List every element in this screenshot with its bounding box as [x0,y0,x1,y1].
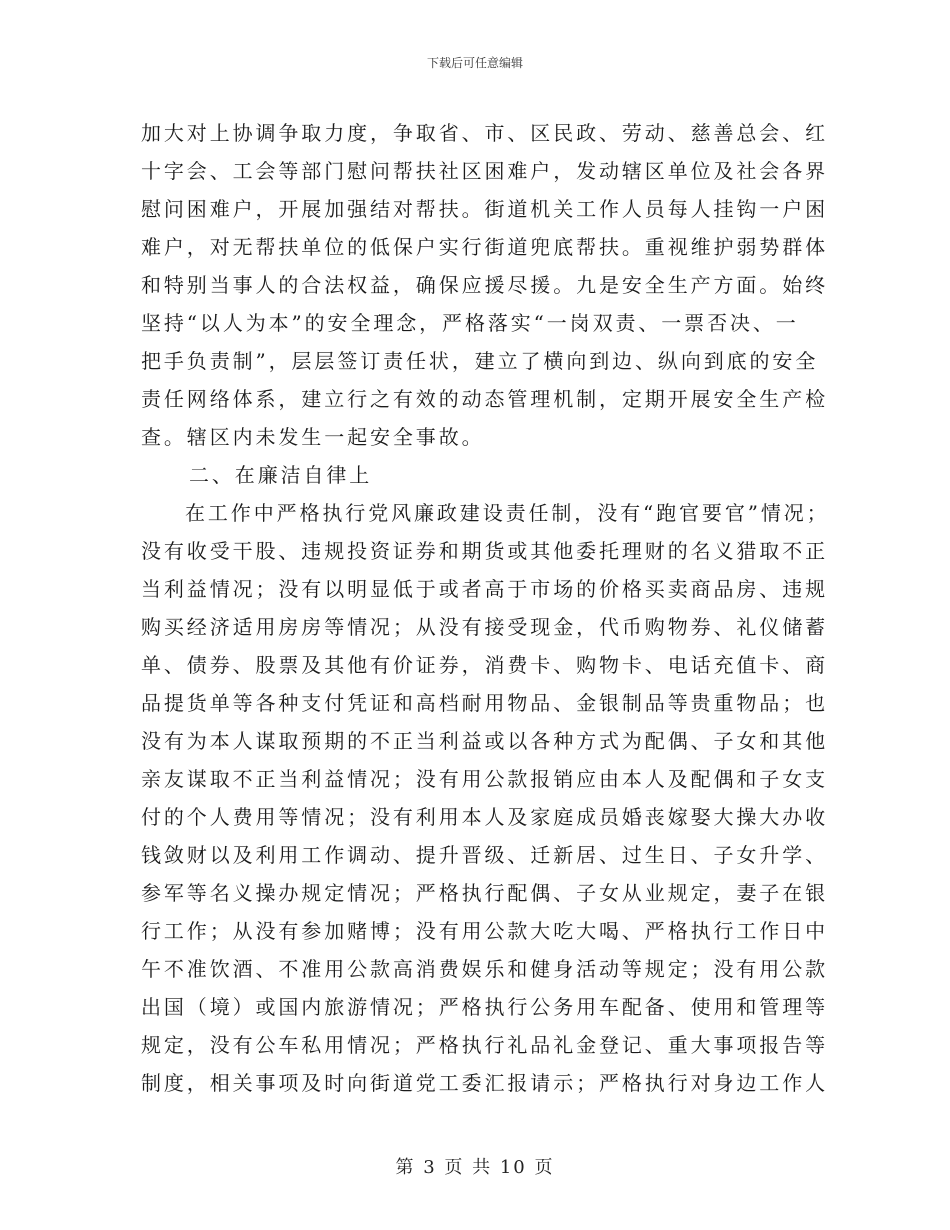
page-footer: 第 3 页 共 10 页 [395,1157,555,1178]
text-line: 难户，对无帮扶单位的低保户实行街道兜底帮扶。重视维护弱势群体 [141,235,828,259]
text-line: 坚持“以人为本”的安全理念，严格落实“一岗双责、一票否决、一 [141,311,799,335]
text-line: 规定，没有公车私用情况；严格执行礼品礼金登记、重大事项报告等 [141,1033,828,1057]
text-line: 没有为本人谋取预期的不正当利益或以各种方式为配偶、子女和其他 [141,729,828,753]
text-line: 午不准饮酒、不准用公款高消费娱乐和健身活动等规定；没有用公款 [141,957,828,981]
paragraph-first-line: 在工作中严格执行党风廉政建设责任制，没有“跑官要官”情况； [185,501,830,525]
text-line: 慰问困难户，开展加强结对帮扶。街道机关工作人员每人挂钩一户困 [141,197,828,221]
text-line: 十字会、工会等部门慰问帮扶社区困难户，发动辖区单位及社会各界 [141,159,828,183]
text-line: 行工作；从没有参加赌博；没有用公款大吃大喝、严格执行工作日中 [141,919,828,943]
text-line: 责任网络体系，建立行之有效的动态管理机制，定期开展安全生产检 [141,387,828,411]
text-line: 把手负责制”，层层签订责任状，建立了横向到边、纵向到底的安全 [141,349,819,373]
text-line: 钱敛财以及利用工作调动、提升晋级、迁新居、过生日、子女升学、 [141,843,828,867]
text-line: 没有收受干股、违规投资证券和期货或其他委托理财的名义猎取不正 [141,539,828,563]
text-line: 制度，相关事项及时向街道党工委汇报请示；严格执行对身边工作人 [141,1071,828,1095]
text-line: 当利益情况；没有以明显低于或者高于市场的价格买卖商品房、违规 [141,577,828,601]
document-body [141,114,830,1102]
section-heading: 二、在廉洁自律上 [189,463,373,487]
text-line: 参军等名义操办规定情况；严格执行配偶、子女从业规定，妻子在银 [141,881,828,905]
text-line: 品提货单等各种支付凭证和高档耐用物品、金银制品等贵重物品；也 [141,691,828,715]
page-header: 下载后可任意编辑 [426,56,523,70]
text-line: 加大对上协调争取力度，争取省、市、区民政、劳动、慈善总会、红 [141,121,828,145]
text-line: 购买经济适用房房等情况；从没有接受现金，代币购物券、礼仪储蓄 [141,615,828,639]
text-line: 单、债券、股票及其他有价证券，消费卡、购物卡、电话充值卡、商 [141,653,828,677]
text-line: 和特别当事人的合法权益，确保应援尽援。九是安全生产方面。始终 [141,273,828,297]
text-line: 亲友谋取不正当利益情况；没有用公款报销应由本人及配偶和子女支 [141,767,828,791]
text-line: 查。辖区内未发生一起安全事故。 [141,425,485,449]
text-line: 付的个人费用等情况；没有利用本人及家庭成员婚丧嫁娶大操大办收 [141,805,828,829]
text-line: 出国（境）或国内旅游情况；严格执行公务用车配备、使用和管理等 [141,995,828,1019]
